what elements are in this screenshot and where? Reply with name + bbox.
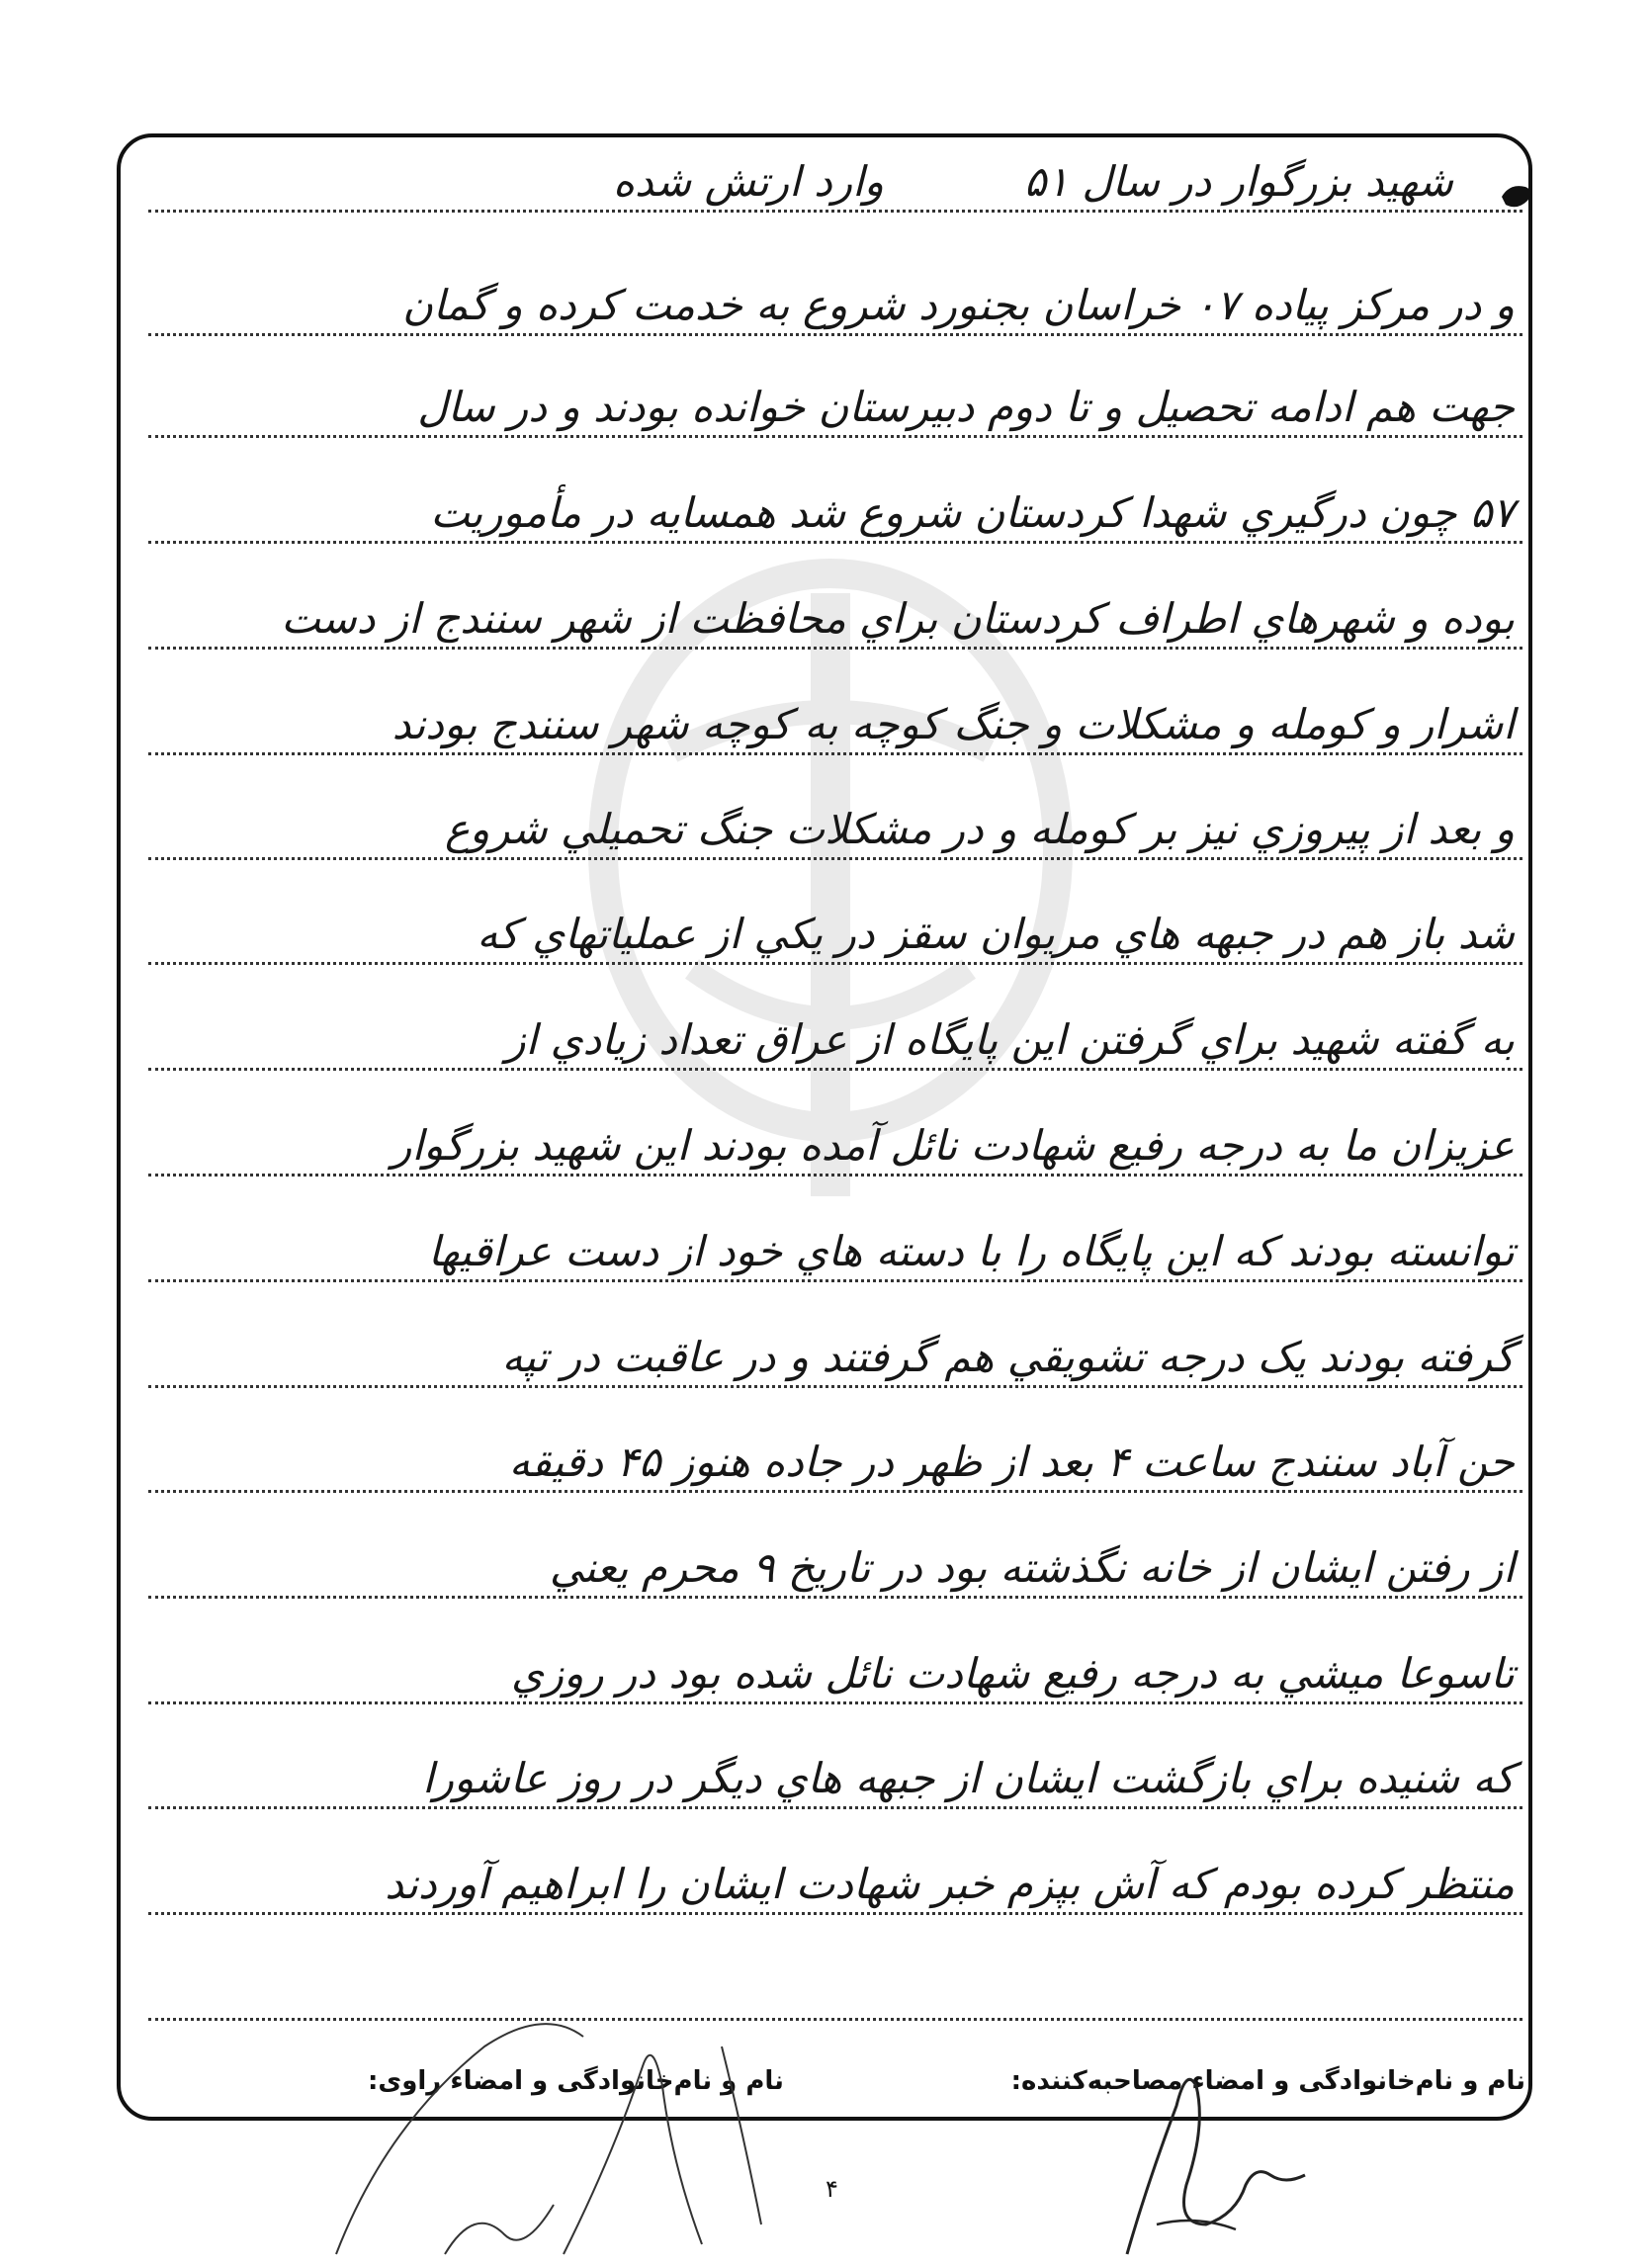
line-text: ﺗﻮﺍﻧﺴﺘﻪ ﺑﻮﺩﻧﺪ ﮐﻪ ﺍﻳﻦ ﭘﺎﻳﮕﺎﻩ ﺭﺍ ﺑﺎ ﺩﺳﺘﻪ ﻫﺎﻱ ﺧﻮﺩ ﺍﺯ ﺩﺳﺖ ﻋﺮﺍﻗﻴﻬﺎ xyxy=(427,1227,1515,1275)
interviewer-signature-label: ﻧﺎﻡ ﻭ ﻧﺎﻡﺧﺎﻧﻮﺍﺩﮔﻰ ﻭ ﺍﻣﻀﺎﺀ ﻣﺼﺎﺣﺒﻪﮐﻨﻨﺪﻩ: xyxy=(1010,2066,1525,2096)
line-text: ﺍﺯ ﺭﻓﺘﻦ ﺍﻳﺸﺎﻥ ﺍﺯ ﺧﺎﻧﻪ ﻧﮕﺬﺷﺘﻪ ﺑﻮﺩ ﺩﺭ ﺗﺎﺭﻳﺦ ۹ ﻣﺤﺮﻡ ﻳﻌﻨﻲ xyxy=(549,1543,1515,1592)
line-text: ﺷﺪ ﺑﺎﺯ ﻫﻢ ﺩﺭ ﺟﺒﻬﻪ ﻫﺎﻱ ﻣﺮﻳﻮﺍﻥ ﺳﻘﺰ ﺩﺭ ﻳﮑﻲ ﺍﺯ ﻋﻤﻠﻴﺎﺗﻬﺎﻱ ﮐﻪ xyxy=(477,910,1515,958)
text-line-7 xyxy=(148,805,1522,860)
text-line-5 xyxy=(148,594,1522,650)
text-line-15 xyxy=(148,1649,1522,1704)
line-text: ﺗﺎﺳﻮﻋﺎ ﻣﻴﺸﻲ ﺑﻪ ﺩﺭﺟﻪ ﺭﻓﻴﻊ ﺷﻬﺎﺩﺕ ﻧﺎﺋﻞ ﺷﺪﻩ ﺑﻮﺩ ﺩﺭ ﺭﻭﺯﻱ xyxy=(510,1649,1515,1698)
text-line-3 xyxy=(148,383,1522,438)
line-text: ﻭ ﺩﺭ ﻣﺮﮐﺰ ﭘﻴﺎﺩﻩ ۰۷ ﺧﺮﺍﺳﺎﻥ ﺑﺠﻨﻮﺭﺩ ﺷﺮﻭﻉ ﺑﻪ ﺧﺪﻣﺖ ﮐﺮﺩﻩ ﻭ ﮔﻤﺎﻥ xyxy=(402,281,1515,329)
text-line-2 xyxy=(148,281,1522,336)
line-text: ﺑﻪ ﮔﻔﺘﻪ ﺷﻬﻴﺪ ﺑﺮﺍﻱ ﮔﺮﻓﺘﻦ ﺍﻳﻦ ﭘﺎﻳﮕﺎﻩ ﺍﺯ ﻋﺮﺍﻕ ﺗﻌﺪﺍﺩ ﺯﻳﺎﺩﻱ ﺍﺯ xyxy=(505,1015,1515,1064)
line-text: ﺟﻬﺖ ﻫﻢ ﺍﺩﺍﻣﻪ ﺗﺤﺼﻴﻞ ﻭ ﺗﺎ ﺩﻭﻡ ﺩﺑﻴﺮﺳﺘﺎﻥ ﺧﻮﺍﻧﺪﻩ ﺑﻮﺩﻧﺪ ﻭ ﺩﺭ ﺳﺎﻝ xyxy=(417,383,1515,431)
text-line-1 xyxy=(148,157,1522,213)
text-line-8 xyxy=(148,910,1522,965)
text-line-12 xyxy=(148,1333,1522,1388)
line-text: ﺑﻮﺩﻩ ﻭ ﺷﻬﺮﻫﺎﻱ ﺍﻃﺮﺍﻑ ﮐﺮﺩﺳﺘﺎﻥ ﺑﺮﺍﻱ ﻣﺤﺎﻓﻈﺖ ﺍﺯ ﺷﻬﺮ ﺳﻨﻨﺪﺝ ﺍﺯ ﺩﺳﺖ xyxy=(281,594,1515,643)
text-line-14 xyxy=(148,1543,1522,1599)
line-text: ﺣﻦ ﺁﺑﺎﺩ ﺳﻨﻨﺪﺝ ﺳﺎﻋﺖ ۴ ﺑﻌﺪ ﺍﺯ ﻇﻬﺮ ﺩﺭ ﺟﺎﺩﻩ ﻫﻨﻮﺯ ۴۵ ﺩﻗﻴﻘﻪ xyxy=(508,1438,1515,1486)
text-line-11 xyxy=(148,1227,1522,1282)
line-text: ﻋﺰﻳﺰﺍﻥ ﻣﺎ ﺑﻪ ﺩﺭﺟﻪ ﺭﻓﻴﻊ ﺷﻬﺎﺩﺕ ﻧﺎﺋﻞ ﺁﻣﺪﻩ ﺑﻮﺩﻧﺪ ﺍﻳﻦ ﺷﻬﻴﺪ ﺑﺰﺭﮔﻮﺍﺭ xyxy=(391,1121,1515,1170)
line-text: ﺷﻬﻴﺪ ﺑﺰﺭﮔﻮﺍﺭ ﺩﺭ ﺳﺎﻝ ۵۱ xyxy=(1023,157,1453,206)
narrator-signature xyxy=(326,2007,939,2266)
text-line-13 xyxy=(148,1438,1522,1493)
line-text: ﮐﻪ ﺷﻨﻴﺪﻩ ﺑﺮﺍﻱ ﺑﺎﺯﮔﺸﺖ ﺍﻳﺸﺎﻥ ﺍﺯ ﺟﺒﻬﻪ ﻫﺎﻱ ﺩﻳﮕﺮ ﺩﺭ ﺭﻭﺯ ﻋﺎﺷﻮﺭﺍ xyxy=(422,1754,1515,1802)
line-text: ۵۷ ﭼﻮﻥ ﺩﺭﮔﻴﺮﻱ ﺷﻬﺪﺍ ﮐﺮﺩﺳﺘﺎﻥ ﺷﺮﻭﻉ ﺷﺪ ﻫﻤﺴﺎﻳﻪ ﺩﺭ ﻣﺄﻣﻮﺭﻳﺖ xyxy=(430,488,1515,537)
page-number: ۴ xyxy=(826,2175,838,2203)
text-line-9 xyxy=(148,1015,1522,1071)
line-text: ﻭ ﺑﻌﺪ ﺍﺯ ﭘﻴﺮﻭﺯﻱ ﻧﻴﺰ ﺑﺮ ﮐﻮﻣﻠﻪ ﻭ ﺩﺭ ﻣﺸﮑﻼﺕ ﺟﻨﮓ ﺗﺤﻤﻴﻠﻲ ﺷﺮﻭﻉ xyxy=(444,805,1515,853)
line-text-left: ﻭﺍﺭﺩ ﺍﺭﺗﺶ ﺷﺪﻩ xyxy=(613,157,885,206)
line-text: ﻣﻨﺘﻈﺮ ﮐﺮﺩﻩ ﺑﻮﺩﻡ ﮐﻪ ﺁﺵ ﺑﭙﺰﻡ ﺧﺒﺮ ﺷﻬﺎﺩﺕ ﺍﻳﺸﺎﻥ ﺭﺍ ﺍﺑﺮﺍﻫﻴﻢ ﺁﻭﺭﺩﻧﺪ xyxy=(385,1860,1515,1908)
handwritten-body xyxy=(148,0,1522,2266)
text-line-16 xyxy=(148,1754,1522,1809)
interviewer-signature xyxy=(1087,2027,1315,2264)
text-line-10 xyxy=(148,1121,1522,1177)
text-line-4 xyxy=(148,488,1522,544)
line-text: ﺍﺷﺮﺍﺭ ﻭ ﮐﻮﻣﻠﻪ ﻭ ﻣﺸﮑﻼﺕ ﻭ ﺟﻨﮓ ﮐﻮﭼﻪ ﺑﻪ ﮐﻮﭼﻪ ﺷﻬﺮ ﺳﻨﻨﺪﺝ ﺑﻮﺩﻧﺪ xyxy=(391,700,1515,748)
text-line-17 xyxy=(148,1860,1522,1915)
text-line-6 xyxy=(148,700,1522,755)
line-text: ﮔﺮﻓﺘﻪ ﺑﻮﺩﻧﺪ ﻳﮏ ﺩﺭﺟﻪ ﺗﺸﻮﻳﻘﻲ ﻫﻢ ﮔﺮﻓﺘﻨﺪ ﻭ ﺩﺭ ﻋﺎﻗﺒﺖ ﺩﺭ ﺗﭙﻪ xyxy=(501,1333,1515,1381)
narrator-signature-label: ﻧﺎﻡ ﻭ ﻧﺎﻡﺧﺎﻧﻮﺍﺩﮔﻰ ﻭ ﺍﻣﻀﺎﺀ ﺭﺍﻭﻯ: xyxy=(368,2066,784,2096)
